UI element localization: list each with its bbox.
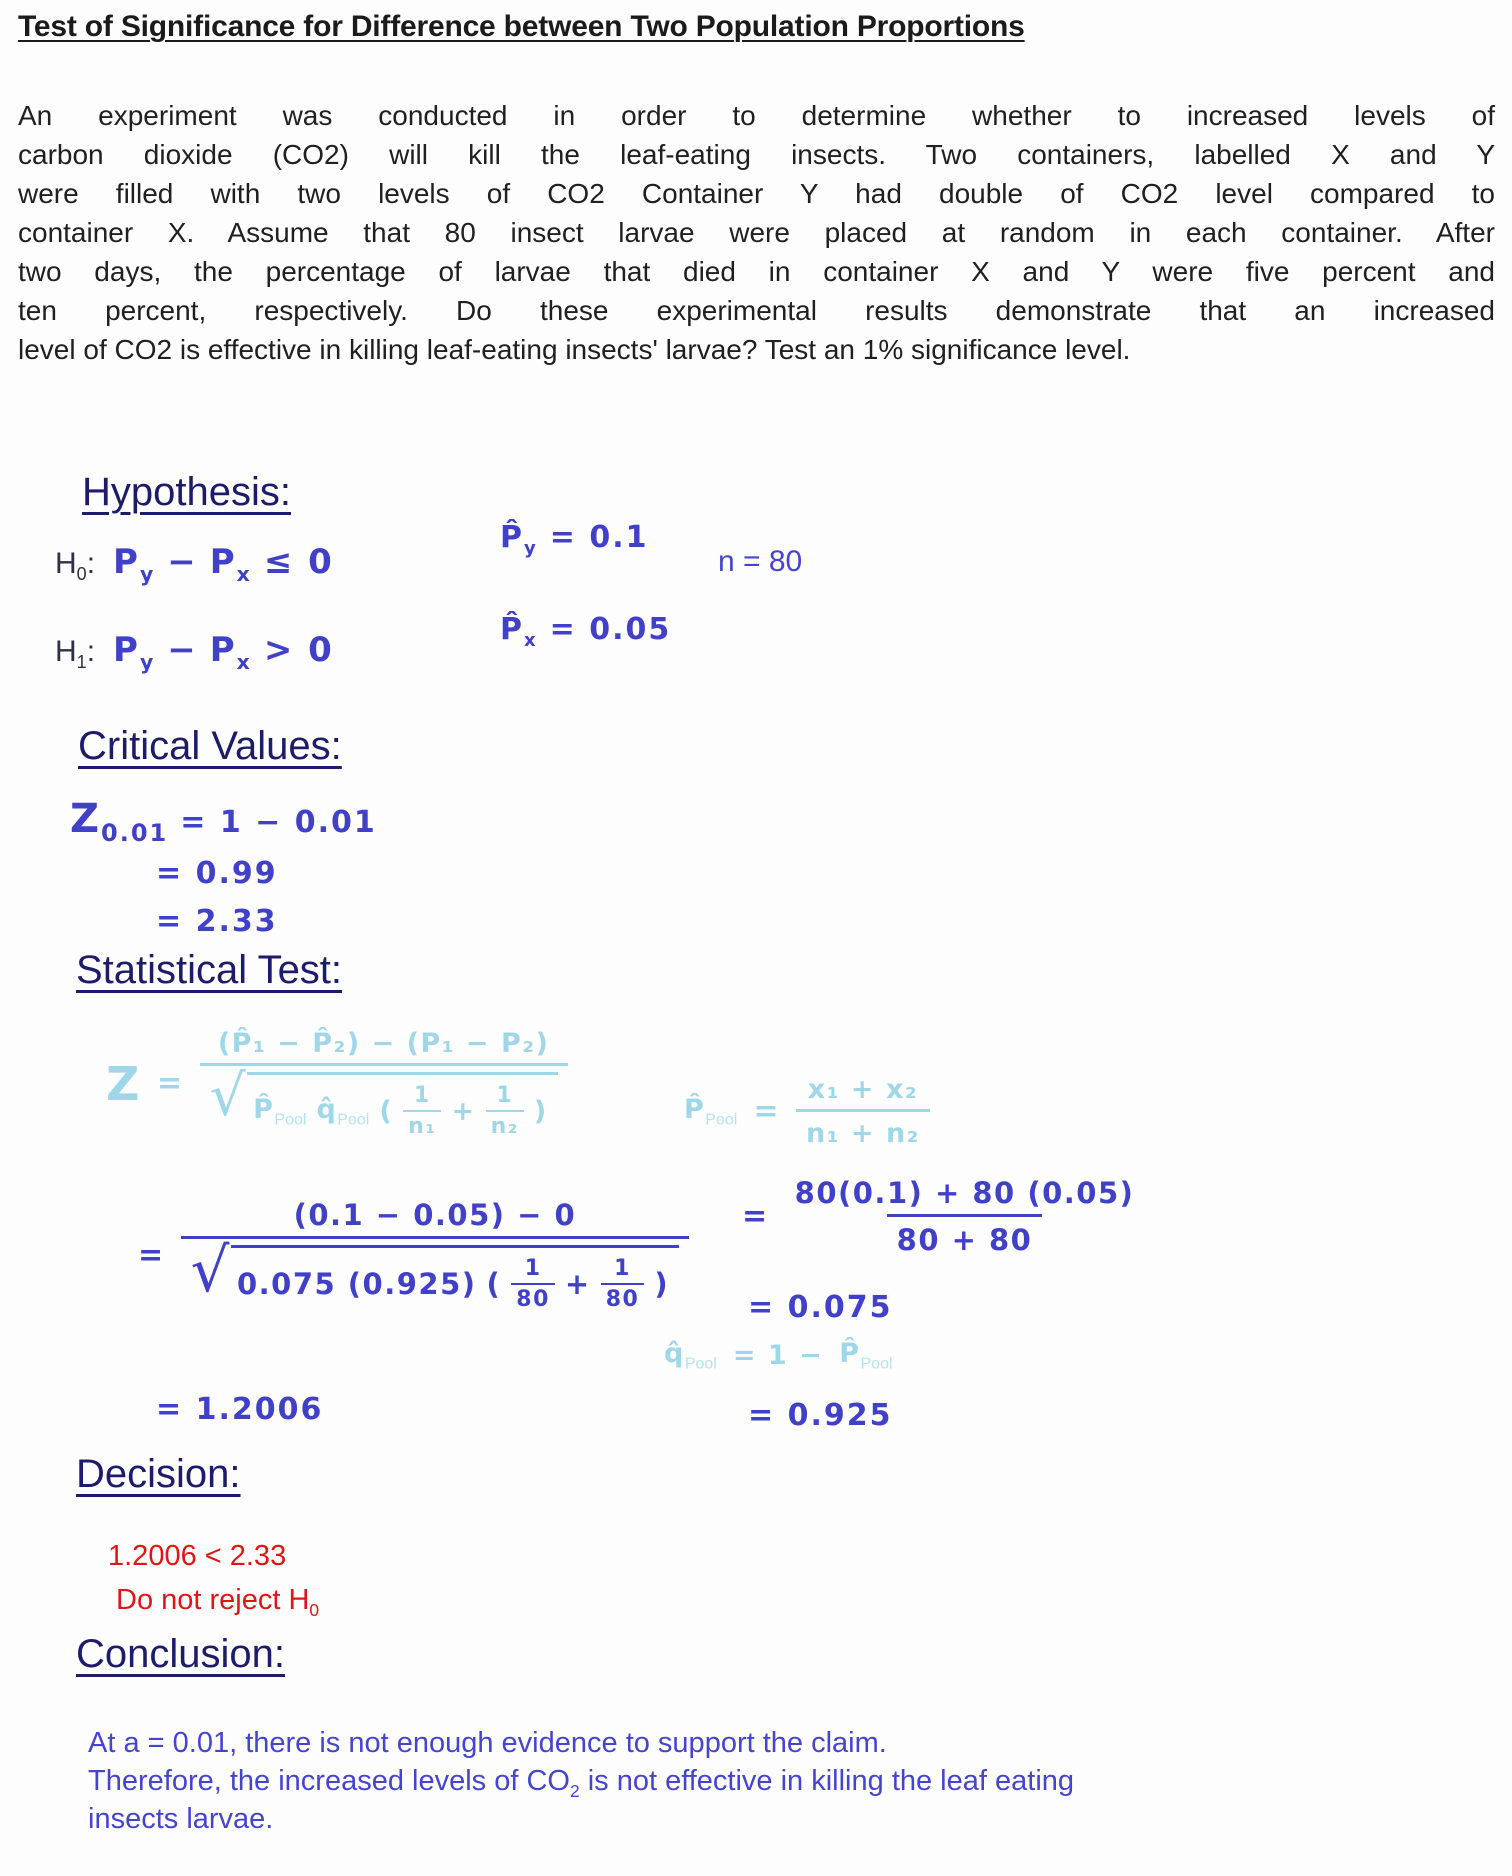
problem-text-line: level of CO2 is effective in killing leaf-eating insects' larvae? Test an 1% significance level. xyxy=(18,334,1131,365)
problem-text-line: container X. Assume that 80 insect larvae were placed at random in each container. After xyxy=(18,217,1495,248)
pool-result: = 0.075 xyxy=(748,1290,893,1325)
z-symbol: Z xyxy=(106,1056,141,1111)
p-hat-x-value: $P̂_x$ = 0.05 xyxy=(500,612,672,651)
z-formula-fraction xyxy=(200,1028,568,1139)
h0-label: $H_0$: xyxy=(55,547,96,584)
pool-substitution-step: = $\frac{80(0.1) + 80 (0.05)}{80 + 80}$ xyxy=(742,1176,1135,1257)
critical-value-line-2: = 0.99 xyxy=(156,856,278,891)
equals-sign: = xyxy=(156,1066,184,1101)
z-substitution-numerator: (0.1 − 0.05) − 0 xyxy=(293,1198,577,1232)
h1-expression: $P_y$ − $P_x$ > 0 xyxy=(113,630,334,674)
q-pool-result: = 0.925 xyxy=(748,1398,893,1433)
z-test-formula xyxy=(106,1028,568,1139)
problem-text-line: carbon dioxide (CO2) will kill the leaf-eating insects. Two containers, labelled X and Y xyxy=(18,139,1495,170)
problem-text-line: were filled with two levels of CO2 Container Y had double of CO2 level compared to xyxy=(18,178,1495,209)
radical-sign: √ xyxy=(190,1235,231,1306)
z-result: = 1.2006 xyxy=(156,1392,324,1427)
conclusion-heading: Conclusion: xyxy=(76,1632,286,1676)
statistical-test-heading: Statistical Test: xyxy=(76,948,343,992)
z-substitution-step: = (0.1 − 0.05) − 0 √ 0.075 (0.925) ( $\frac{1}{80}$ + $\frac{1}{80}$ ) xyxy=(138,1198,689,1312)
problem-text-line: two days, the percentage of larvae that died in container X and Y were five percent and xyxy=(18,256,1495,287)
decision-heading: Decision: xyxy=(76,1452,241,1496)
decision-comparison: 1.2006 < 2.33 xyxy=(108,1540,287,1572)
decision-statement: Do not reject $H_0$ xyxy=(116,1584,320,1620)
problem-text-line: An experiment was conducted in order to determine whether to increased levels of xyxy=(18,100,1495,131)
sample-size-label: n = 80 xyxy=(718,545,803,578)
page-title: Test of Significance for Difference between Two Population Proportions xyxy=(18,10,1025,43)
hypothesis-heading: Hypothesis: xyxy=(82,470,291,514)
problem-paragraph xyxy=(18,96,1495,369)
h1-label: $H_1$: xyxy=(55,635,96,672)
conclusion-line-2: Therefore, the increased levels of $CO_2$ is not effective in killing the leaf eating xyxy=(88,1765,1075,1801)
p-hat-y-value: $P̂_y$ = 0.1 xyxy=(500,520,649,559)
problem-text-line: ten percent, respectively. Do these experimental results demonstrate that an increased xyxy=(18,295,1495,326)
conclusion-text xyxy=(88,1724,1188,1838)
z-formula-numerator: (P̂₁ − P̂₂) − (P₁ − P₂) xyxy=(217,1028,550,1059)
q-pool-formula: $q̂_{Pool}$ = 1 − $P̂_{Pool}$ xyxy=(664,1338,893,1373)
critical-value-line-1: $Z_{0.01}$ = 1 − 0.01 xyxy=(70,796,377,847)
pooled-proportion-formula: $P̂_{Pool}$ = $\frac{\text{x₁ + x₂}}{\text{n₁ + n₂}}$ xyxy=(684,1074,930,1149)
conclusion-line-1: At a = 0.01, there is not enough evidence to support the claim. xyxy=(88,1727,887,1759)
z-formula-denominator: √ $P̂_{Pool}$ $q̂_{Pool}$ ( $\frac{1}{\text{n₁}}$ + $\frac{1}{\text{n₂}}$ ) xyxy=(200,1063,568,1139)
radical-sign: √ xyxy=(209,1063,248,1129)
conclusion-line-3: insects larvae. xyxy=(88,1803,274,1836)
h1-row xyxy=(55,630,334,672)
critical-value-line-3: = 2.33 xyxy=(156,904,278,939)
z-substitution-denominator: √ 0.075 (0.925) ( $\frac{1}{80}$ + $\frac{1}{80}$ ) xyxy=(181,1236,689,1312)
h0-row xyxy=(55,542,334,584)
h0-expression: $P_y$ − $P_x$ ≤ 0 xyxy=(113,542,334,586)
critical-values-heading: Critical Values: xyxy=(78,724,342,768)
